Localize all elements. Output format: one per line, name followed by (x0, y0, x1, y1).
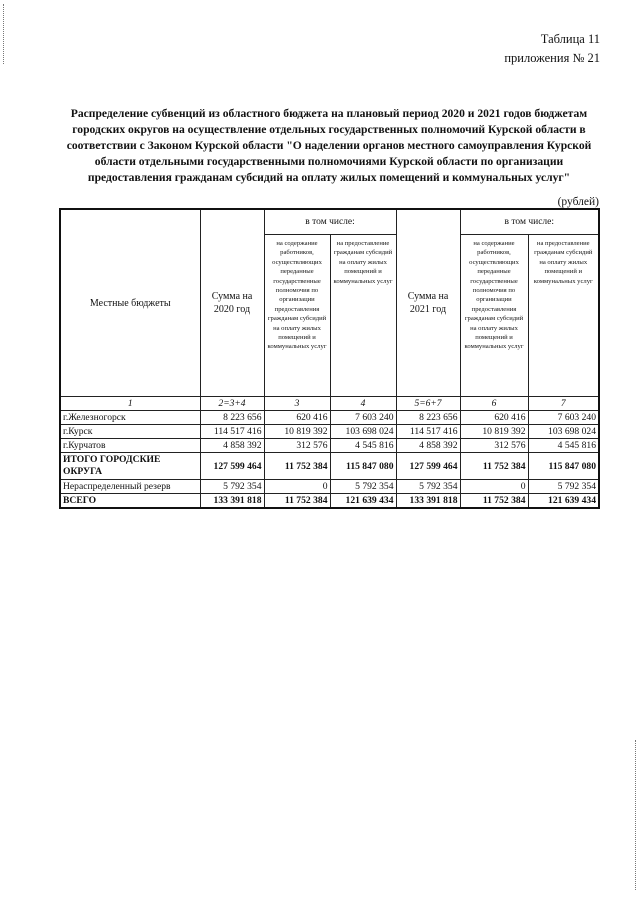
subtotal-row (60, 453, 599, 480)
cell-value: 5 792 354 (330, 480, 396, 494)
cell-value: 11 752 384 (264, 453, 330, 480)
cell-value: 121 639 434 (330, 494, 396, 509)
cell-value: 11 752 384 (460, 494, 528, 509)
cell-value: 7 603 240 (330, 411, 396, 425)
cell-value: 312 576 (264, 439, 330, 453)
header-sum-2021: Сумма на 2021 год (396, 209, 460, 397)
cell-value: 103 698 024 (528, 425, 599, 439)
total-row (60, 494, 599, 509)
cell-value: 127 599 464 (200, 453, 264, 480)
cell-value: 121 639 434 (528, 494, 599, 509)
column-numbers-row (60, 397, 599, 411)
column-number: 6 (460, 397, 528, 411)
header-staff-2020: на содержание работников, осуществляющих переданные государственные полномочия по организации предоставления гражданам субсидий на оплату жилых помещений и коммунальных услуг (264, 235, 330, 397)
cell-value: 127 599 464 (396, 453, 460, 480)
cell-value: 133 391 818 (200, 494, 264, 509)
document-title: Распределение субвенций из областного бюджета на плановый период 2020 и 2021 годов бюджетам городских округов на осуществление отдельных государственных полномочий Курской области в соответствии с Законом Курской области "О наделении органов местного самоуправления Курской области отдельными государственными полномочиями Курской области по организации предоставления гражданам субсидий на оплату жилых помещений и коммунальных услуг" (66, 107, 592, 184)
header-local-budgets: Местные бюджеты (60, 209, 200, 397)
row-name: г.Курск (60, 425, 200, 439)
cell-value: 11 752 384 (460, 453, 528, 480)
header-including-2021: в том числе: (460, 209, 599, 235)
row-name: ВСЕГО (60, 494, 200, 509)
cell-value: 8 223 656 (396, 411, 460, 425)
header-provision-2020: на предоставление гражданам субсидий на оплату жилых помещений и коммунальных услуг (330, 235, 396, 397)
cell-value: 10 819 392 (460, 425, 528, 439)
cell-value: 133 391 818 (396, 494, 460, 509)
row-name: г.Железногорск (60, 411, 200, 425)
column-number: 2=3+4 (200, 397, 264, 411)
reserve-row (60, 480, 599, 494)
header-including-2020: в том числе: (264, 209, 396, 235)
header-sum-2020: Сумма на 2020 год (200, 209, 264, 397)
cell-value: 5 792 354 (396, 480, 460, 494)
scan-edge-mark-right (635, 740, 637, 890)
cell-value: 0 (460, 480, 528, 494)
appendix-label: приложения № 21 (504, 51, 600, 65)
cell-value: 10 819 392 (264, 425, 330, 439)
cell-value: 103 698 024 (330, 425, 396, 439)
row-name: г.Курчатов (60, 439, 200, 453)
row-name: ИТОГО ГОРОДСКИЕ ОКРУГА (60, 453, 200, 480)
table-row (60, 439, 599, 453)
header-staff-2021: на содержание работников, осуществляющих переданные государственные полномочия по организации предоставления гражданам субсидий на оплату жилых помещений и коммунальных услуг (460, 235, 528, 397)
column-number: 4 (330, 397, 396, 411)
header-provision-2021: на предоставление гражданам субсидий на оплату жилых помещений и коммунальных услуг (528, 235, 599, 397)
cell-value: 620 416 (460, 411, 528, 425)
column-number: 1 (60, 397, 200, 411)
table-row (60, 411, 599, 425)
scan-edge-mark-left (3, 4, 5, 64)
document-header (504, 30, 600, 68)
cell-value: 114 517 416 (200, 425, 264, 439)
units-label: (рублей) (557, 196, 599, 208)
column-number: 3 (264, 397, 330, 411)
cell-value: 620 416 (264, 411, 330, 425)
cell-value: 5 792 354 (200, 480, 264, 494)
cell-value: 4 858 392 (200, 439, 264, 453)
cell-value: 4 545 816 (330, 439, 396, 453)
subsidy-distribution-table (59, 208, 600, 509)
cell-value: 4 545 816 (528, 439, 599, 453)
cell-value: 114 517 416 (396, 425, 460, 439)
cell-value: 8 223 656 (200, 411, 264, 425)
cell-value: 115 847 080 (330, 453, 396, 480)
column-number: 7 (528, 397, 599, 411)
cell-value: 5 792 354 (528, 480, 599, 494)
cell-value: 312 576 (460, 439, 528, 453)
cell-value: 4 858 392 (396, 439, 460, 453)
row-name: Нераспределенный резерв (60, 480, 200, 494)
table-row (60, 425, 599, 439)
table-number-label: Таблица 11 (540, 32, 600, 46)
cell-value: 0 (264, 480, 330, 494)
column-number: 5=6+7 (396, 397, 460, 411)
cell-value: 115 847 080 (528, 453, 599, 480)
cell-value: 7 603 240 (528, 411, 599, 425)
cell-value: 11 752 384 (264, 494, 330, 509)
